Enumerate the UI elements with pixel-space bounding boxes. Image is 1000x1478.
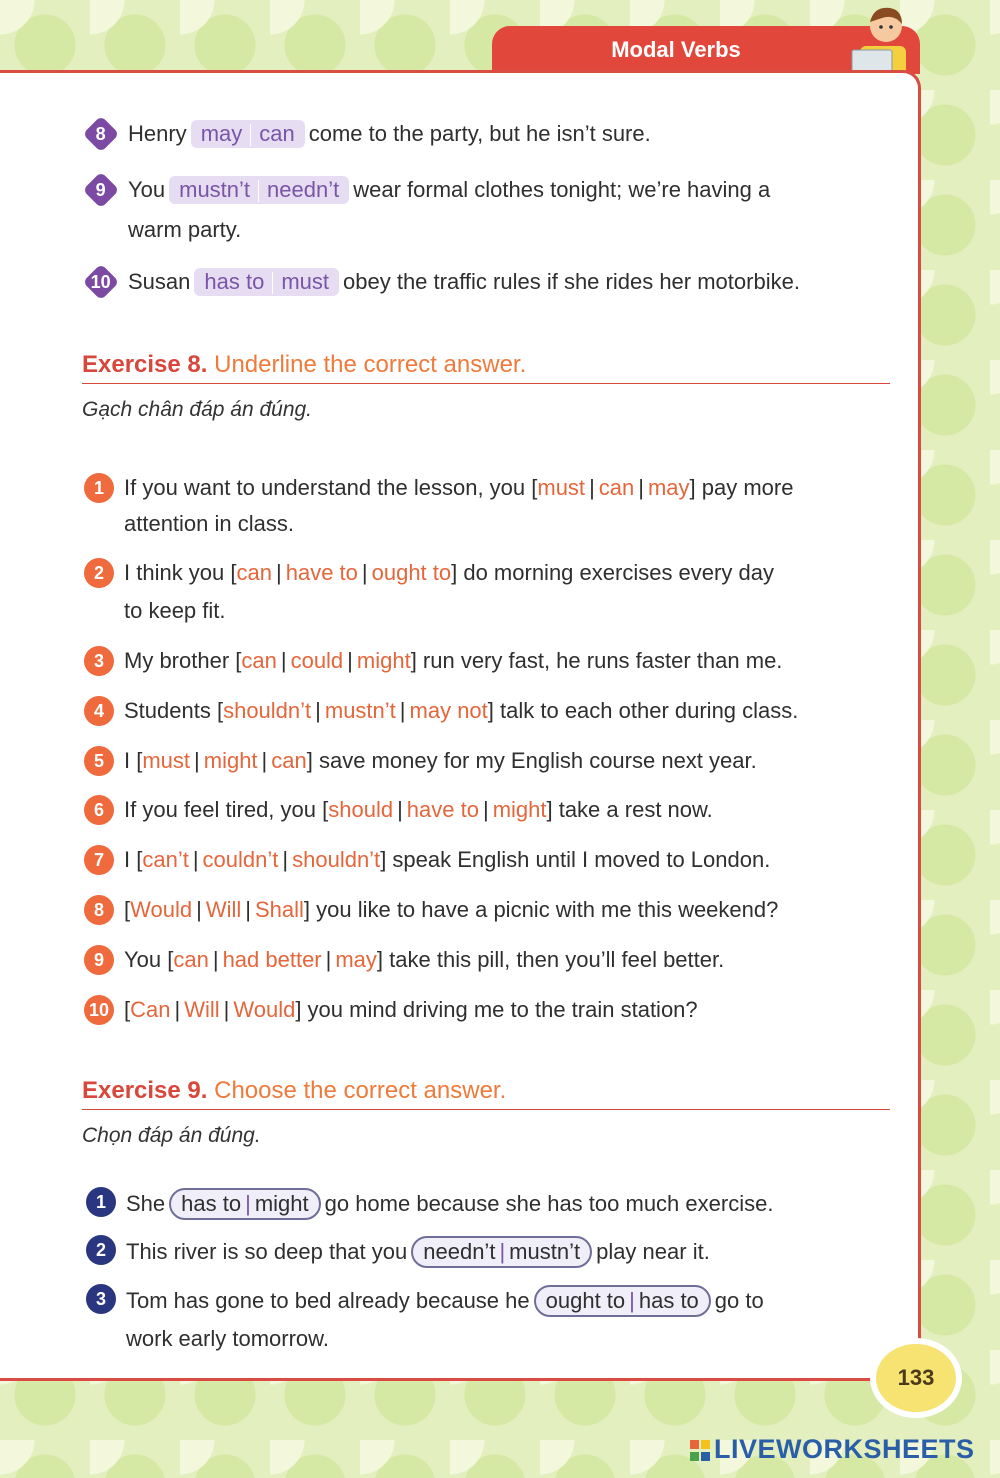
answer-option[interactable]: may [647, 475, 690, 500]
question-number: 2 [95, 1239, 106, 1260]
question-text-after: ] you like to have a picnic with me this weekend? [303, 897, 779, 922]
exercise-8-instruction: Underline the correct answer. [214, 351, 527, 378]
answer-choice-oval [411, 1236, 592, 1268]
choice-divider: | [194, 748, 200, 773]
question-number: 6 [93, 799, 104, 820]
answer-option[interactable]: may [335, 947, 377, 972]
answer-option[interactable]: needn’t [267, 177, 340, 202]
answer-choice-oval [534, 1285, 711, 1317]
choice-divider: | [196, 897, 202, 922]
answer-option[interactable]: has to [638, 1288, 699, 1313]
question-number-badge [84, 558, 114, 588]
choice-divider: | [282, 847, 289, 872]
choice-divider: | [212, 947, 219, 972]
choice-divider: | [347, 648, 353, 673]
choice-divider: | [280, 648, 287, 673]
question-text-after: play near it. [596, 1239, 710, 1264]
question-text-after: ] talk to each other during class. [487, 698, 799, 723]
question-text-before: Tom has gone to bed already because he [126, 1288, 530, 1313]
answer-option[interactable]: have to [406, 797, 479, 822]
question-continuation: warm party. [128, 217, 242, 242]
answer-option[interactable]: must [537, 475, 586, 500]
question-text-after: obey the traffic rules if she rides her motorbike. [343, 269, 800, 294]
answer-option[interactable]: has to [181, 1191, 242, 1216]
exercise-8-heading [82, 351, 890, 384]
question-text-before: If you feel tired, you [ [124, 797, 329, 822]
answer-option[interactable]: could [290, 648, 344, 673]
answer-option[interactable]: may [200, 121, 243, 146]
choice-divider: | [638, 475, 644, 500]
choice-divider: | [629, 1288, 635, 1313]
question-number-badge [84, 795, 114, 825]
question-number: 4 [93, 700, 104, 721]
worksheet-page [0, 70, 921, 1381]
question-text-after: ] take a rest now. [546, 797, 713, 822]
answer-option[interactable]: couldn’t [202, 847, 279, 872]
choice-divider [250, 124, 251, 146]
answer-option[interactable]: mustn’t [324, 698, 396, 723]
question-text-after: ] pay more [689, 475, 794, 500]
question-line [126, 1236, 710, 1268]
question-number-badge [84, 945, 114, 975]
choice-divider: | [245, 897, 251, 922]
question-text-before: I [ [124, 847, 143, 872]
answer-option[interactable]: Would [130, 897, 193, 922]
question-text-before: If you want to understand the lesson, you [ [124, 475, 538, 500]
question-continuation: work early tomorrow. [126, 1326, 329, 1351]
question-text-after: wear formal clothes tonight; we’re having a [353, 177, 771, 202]
question-text-after: ] speak English until I moved to London. [380, 847, 771, 872]
answer-option[interactable]: must [142, 748, 191, 773]
question-number: 3 [95, 1288, 106, 1309]
choice-divider: | [192, 847, 199, 872]
question-number-badge [84, 845, 114, 875]
question-line [124, 747, 757, 775]
exercise-9-label: Exercise 9. [82, 1077, 208, 1104]
choice-divider: | [276, 560, 282, 585]
answer-option[interactable]: have to [285, 560, 358, 585]
answer-choice-oval [169, 1188, 320, 1220]
question-line [124, 474, 793, 502]
exercise-8-subtitle: Gạch chân đáp án đúng. [82, 398, 313, 421]
answer-option[interactable]: can’t [142, 847, 189, 872]
answer-option[interactable]: can [236, 560, 272, 585]
question-text-before: [ [124, 997, 131, 1022]
question-number: 8 [93, 899, 104, 920]
question-number: 9 [95, 179, 107, 200]
answer-option[interactable]: had better [222, 947, 322, 972]
question-text-before: You [128, 177, 166, 202]
question-line [124, 896, 778, 924]
choice-divider: | [397, 797, 403, 822]
question-text-after: ] you mind driving me to the train station? [295, 997, 698, 1022]
question-text-after: ] do morning exercises every day [451, 560, 774, 585]
question-text-before: Susan [128, 269, 191, 294]
question-number: 10 [90, 271, 112, 292]
choice-divider: | [589, 475, 595, 500]
question-number: 8 [95, 123, 107, 144]
question-number-badge [86, 1235, 116, 1265]
answer-option[interactable]: mustn’t [509, 1239, 581, 1264]
choice-divider: | [174, 997, 181, 1022]
question-line [128, 268, 800, 296]
choice-divider [272, 272, 273, 294]
choice-divider: | [325, 947, 332, 972]
answer-option[interactable]: shouldn’t [292, 847, 381, 872]
question-number: 1 [95, 1191, 106, 1212]
question-text-after: go to [714, 1288, 764, 1313]
exercise-9-subtitle: Chọn đáp án đúng. [82, 1124, 261, 1147]
question-line [126, 1188, 773, 1220]
question-text-before: Henry [128, 121, 187, 146]
question-text-after: ] save money for my English course next year. [306, 748, 757, 773]
answer-option[interactable]: Would [233, 997, 296, 1022]
answer-choice-pill [169, 176, 349, 204]
question-line [128, 176, 888, 204]
question-line [124, 946, 724, 974]
answer-option[interactable]: can [241, 648, 277, 673]
question-number: 1 [93, 477, 104, 498]
liveworksheets-logo-icon [690, 1440, 710, 1462]
question-line [124, 559, 774, 587]
question-text-before: This river is so deep that you [126, 1239, 408, 1264]
question-number-badge [84, 995, 114, 1025]
question-text-before: You [ [124, 947, 174, 972]
question-text-before: My brother [ [124, 648, 242, 673]
question-number: 5 [93, 750, 104, 771]
question-number-badge [84, 646, 114, 676]
question-text-before: She [126, 1191, 166, 1216]
question-text-after: ] take this pill, then you’ll feel better. [376, 947, 725, 972]
exercise-9-heading [82, 1077, 890, 1110]
question-number-badge [86, 1284, 116, 1314]
answer-option[interactable]: Will [184, 997, 220, 1022]
question-text-before: I think you [ [124, 560, 237, 585]
answer-option[interactable]: should [328, 797, 394, 822]
question-text-after: come to the party, but he isn’t sure. [308, 121, 651, 146]
question-line [124, 796, 713, 824]
answer-option[interactable]: must [281, 269, 330, 294]
answer-option[interactable]: mustn’t [179, 177, 251, 202]
question-number-badge [84, 696, 114, 726]
answer-option[interactable]: needn’t [423, 1239, 496, 1264]
question-number-badge [84, 473, 114, 503]
chapter-title: Modal Verbs [611, 37, 741, 62]
question-number: 7 [93, 849, 104, 870]
question-text-after: go home because she has too much exercise. [324, 1191, 774, 1216]
choice-divider: | [223, 997, 230, 1022]
choice-divider [258, 180, 259, 202]
question-number: 9 [93, 949, 104, 970]
question-number: 2 [93, 562, 104, 583]
question-text-after: ] run very fast, he runs faster than me. [410, 648, 783, 673]
question-continuation: to keep fit. [124, 598, 226, 623]
question-line [124, 846, 770, 874]
answer-option[interactable]: shouldn’t [223, 698, 312, 723]
question-line [128, 120, 651, 148]
answer-option[interactable]: can [271, 748, 307, 773]
question-line [124, 697, 798, 725]
question-number: 3 [93, 650, 104, 671]
choice-divider: | [361, 560, 368, 585]
watermark-text: LIVEWORKSHEETS [714, 1434, 975, 1464]
answer-option[interactable]: might [356, 648, 411, 673]
answer-option[interactable]: Will [205, 897, 242, 922]
question-text-before: Students [ [124, 698, 224, 723]
answer-option[interactable]: may not [409, 698, 488, 723]
answer-choice-pill [191, 120, 305, 148]
question-number-badge [84, 895, 114, 925]
choice-divider: | [482, 797, 489, 822]
answer-option[interactable]: ought to [545, 1288, 626, 1313]
answer-option[interactable]: Can [130, 997, 171, 1022]
question-line [124, 647, 782, 675]
question-number: 10 [88, 999, 110, 1020]
question-number-badge [86, 1187, 116, 1217]
page-number: 133 [876, 1344, 956, 1412]
answer-option[interactable]: has to [204, 269, 265, 294]
answer-option[interactable]: can [259, 121, 295, 146]
question-text-before: I [ [124, 748, 143, 773]
choice-divider: | [499, 1239, 506, 1264]
choice-divider: | [315, 698, 321, 723]
answer-option[interactable]: ought to [371, 560, 452, 585]
exercise-8-label: Exercise 8. [82, 351, 208, 378]
question-number-badge [84, 746, 114, 776]
answer-option[interactable]: might [254, 1191, 309, 1216]
question-text-before: [ [124, 897, 131, 922]
choice-divider: | [245, 1191, 251, 1216]
choice-divider: | [399, 698, 406, 723]
question-line [124, 996, 698, 1024]
exercise-9-instruction: Choose the correct answer. [214, 1077, 507, 1104]
answer-option[interactable]: might [203, 748, 258, 773]
answer-option[interactable]: might [492, 797, 547, 822]
answer-option[interactable]: Shall [254, 897, 304, 922]
answer-option[interactable]: can [173, 947, 209, 972]
choice-divider: | [261, 748, 268, 773]
question-continuation: attention in class. [124, 511, 294, 536]
answer-option[interactable]: can [598, 475, 635, 500]
answer-choice-pill [194, 268, 339, 296]
question-line [126, 1285, 764, 1317]
